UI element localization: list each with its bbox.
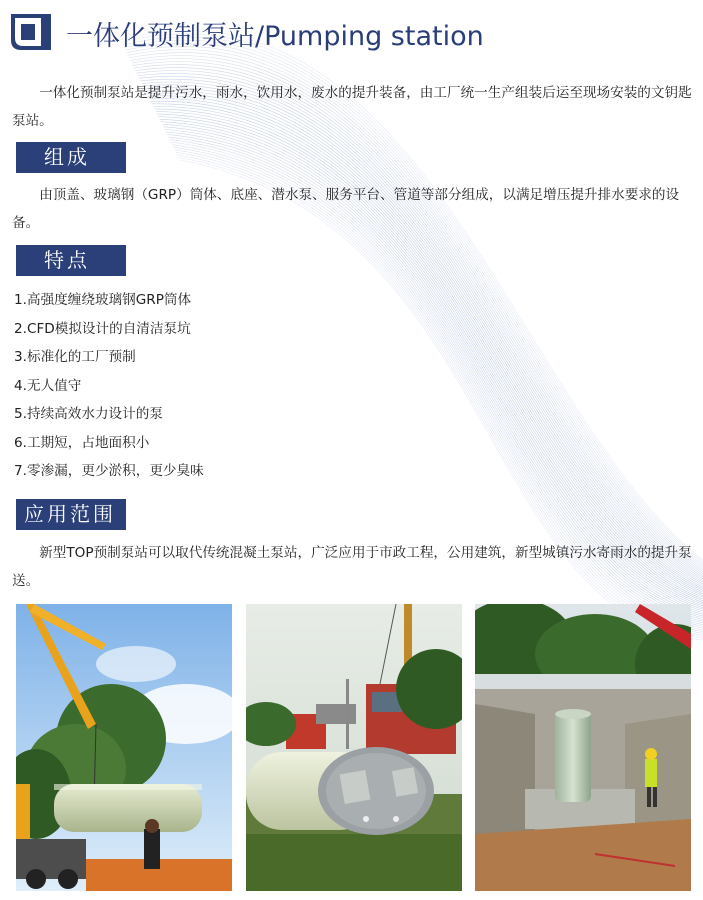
features-list [14, 286, 204, 486]
list-item: 3.标准化的工厂预制 [14, 349, 136, 365]
section-heading-application: 应用范围 [16, 499, 126, 530]
intro-paragraph: 一体化预制泵站是提升污水，雨水，饮用水，废水的提升装备，由工厂统一生产组装后运至现场安装的文钥匙泵站。 [12, 85, 692, 129]
section-heading-features: 特点 [16, 245, 126, 276]
crane-lifting-tank-photo [16, 604, 232, 891]
title-emblem-icon [11, 14, 51, 50]
list-item: 1.高强度缠绕玻璃钢GRP筒体 [14, 292, 192, 308]
list-item: 7.零渗漏，更少淤积，更少臭味 [14, 463, 204, 479]
list-item: 4.无人值守 [14, 377, 82, 394]
photo-gallery [16, 604, 691, 891]
list-item: 5.持续高效水力设计的泵 [14, 406, 163, 422]
section-heading-composition: 组成 [16, 142, 126, 173]
tank-installed-in-pit-photo [475, 604, 691, 891]
tank-on-site-photo [246, 604, 462, 891]
list-item: 2.CFD模拟设计的自清洁泵坑 [14, 320, 191, 337]
composition-paragraph: 由顶盖、玻璃钢（GRP）筒体、底座、潜水泵、服务平台、管道等部分组成，以满足增压提升排水要求的设备。 [12, 187, 680, 231]
application-paragraph: 新型TOP预制泵站可以取代传统混凝土泵站，广泛应用于市政工程，公用建筑，新型城镇污水寄雨水的提升泵送。 [12, 545, 692, 589]
list-item: 6.工期短，占地面积小 [14, 434, 150, 451]
page-title: 一体化预制泵站/Pumping station [66, 21, 484, 52]
